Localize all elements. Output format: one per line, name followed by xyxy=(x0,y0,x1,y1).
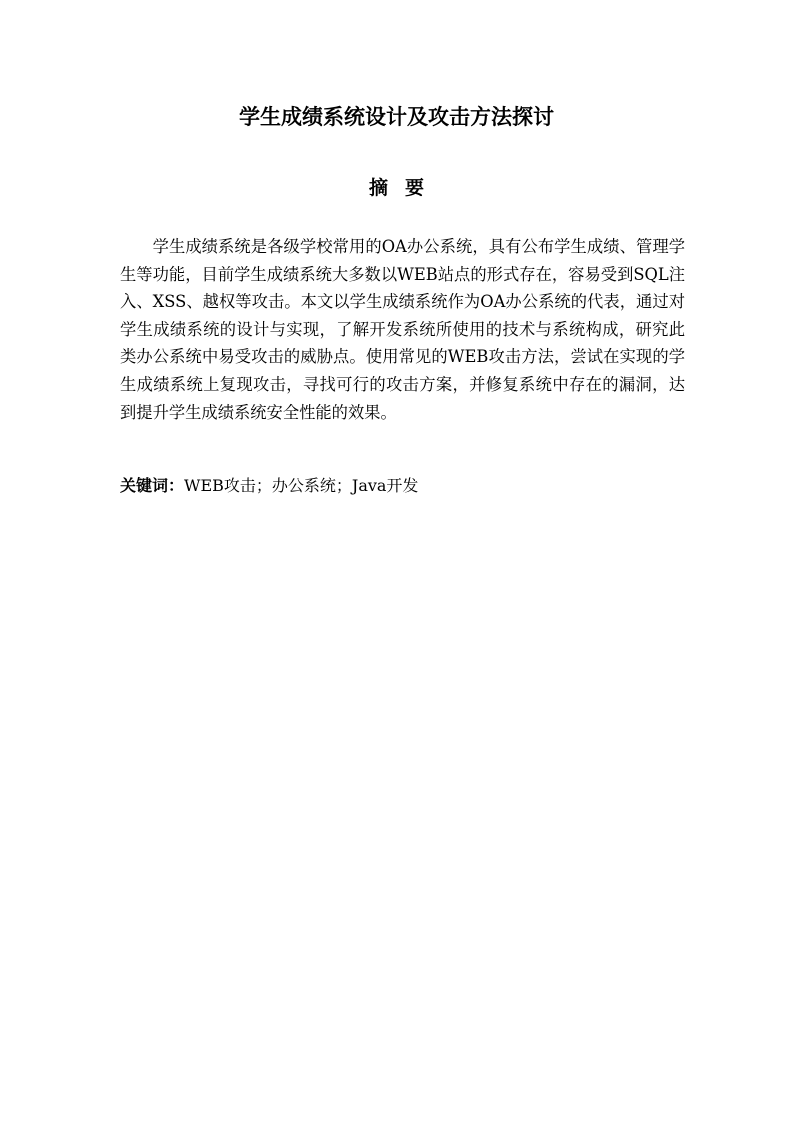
abstract-heading: 摘要 xyxy=(368,177,442,199)
paper-title: 学生成绩系统设计及攻击方法探讨 xyxy=(239,105,554,129)
keywords-line xyxy=(120,472,685,500)
keywords-label: 关键词： xyxy=(120,476,185,495)
keywords-text: WEB攻击；办公系统；Java开发 xyxy=(184,476,419,495)
abstract-body: 学生成绩系统是各级学校常用的OA办公系统，具有公布学生成绩、管理学生等功能，目前学生成绩系统大多数以WEB站点的形式存在，容易受到SQL注入、XSS、越权等攻击。本文以学生成绩系统作为OA办公系统的代表，通过对学生成绩系统的设计与实现，了解开发系统所使用的技术与系统构成，研究此类办公系统中易受攻击的威胁点。使用常见的WEB攻击方法，尝试在实现的学生成绩系统上复现攻击，寻找可行的攻击方案，并修复系统中存在的漏洞，达到提升学生成绩系统安全性能的效果。 xyxy=(120,237,685,422)
